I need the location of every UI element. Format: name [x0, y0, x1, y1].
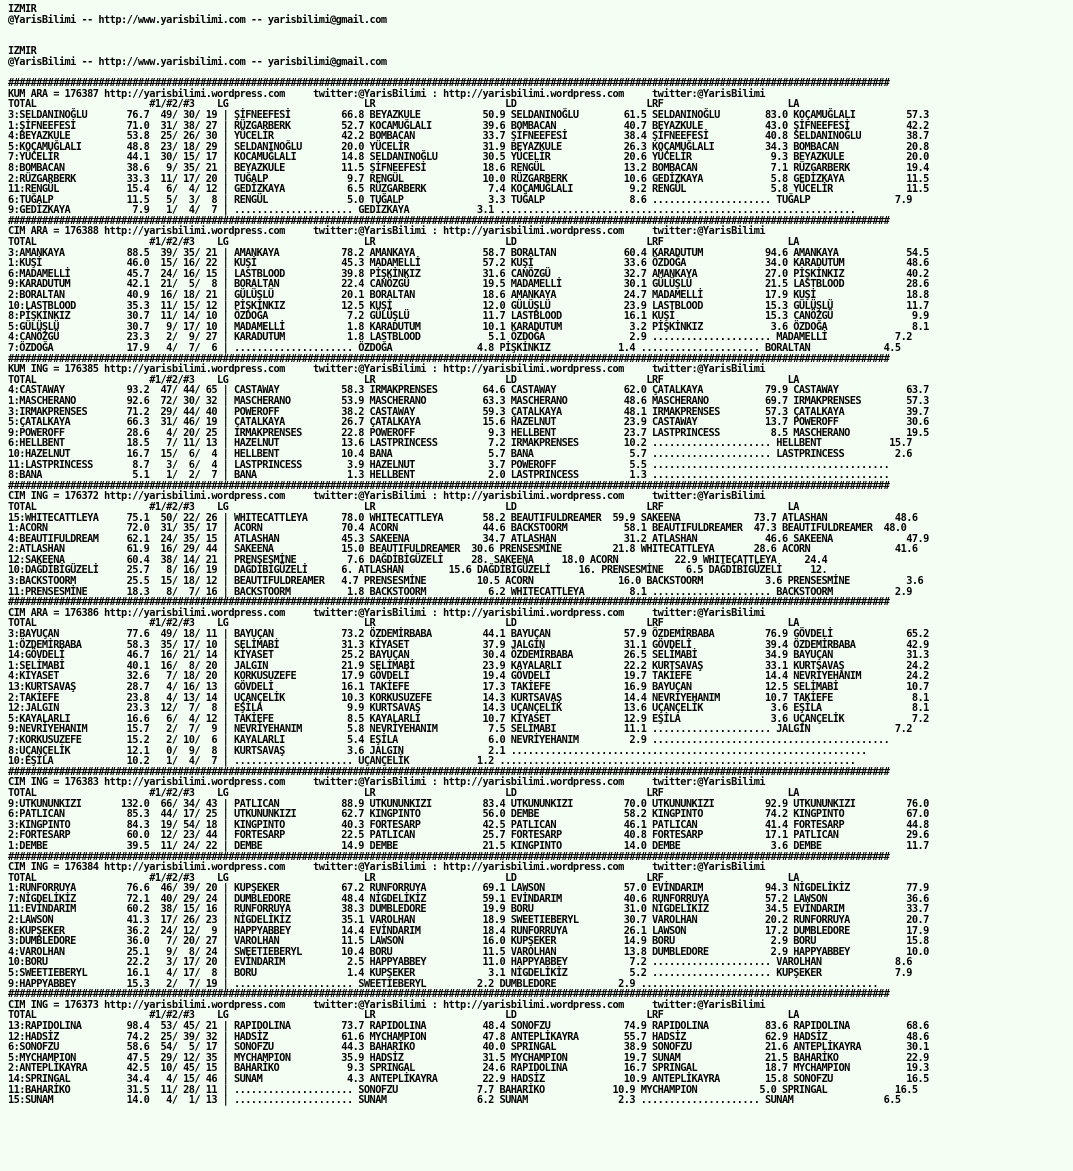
table-row: 5:GÜLÜŞLÜ 30.7 9/ 17/ 10 | MADAMELLİ 1.8 KARADUTUM 10.1 KARADUTUM 3.2 PİŞKİNKIZ 3.6 ÖZDOĞA 8.1	[8, 320, 929, 333]
table-row: 6:TUĞALP 11.5 5/ 3/ 8 | RENGÜL 5.0 TUĞALP 3.3 TUĞALP 8.6 ..................... TUĞALP 7.9	[8, 193, 912, 206]
table-row: 4:CASTAWAY 93.2 47/ 44/ 65 | CASTAWAY 58.3 IRMAKPRENSES 64.6 CASTAWAY 62.0 ÇATALKAYA 79.9 CASTAWAY 63.7	[8, 384, 929, 397]
table-row: 10:BORU 22.2 3/ 17/ 20 | EVİNDARIM 2.5 HAPPYABBEY 11.0 HAPPYABBEY 7.2 ..................... VAROLHAN 8.6	[8, 956, 912, 969]
table-row: 4:BEAUTIFULDREAM 62.1 24/ 35/ 15 | ATLASHAN 45.3 SAKEENA 34.7 ATLASHAN 31.2 ATLASHAN 46.6 SAKEENA 47.9	[8, 532, 929, 545]
table-row: 3:SELDANINOĞLU 76.7 49/ 30/ 19 | ŞİFNEEFESİ 66.8 BEYAZKULE 50.9 SELDANINOĞLU 61.5 SELDANINOĞLU 83.0 KOÇAMUĞLALI 57.3	[8, 108, 929, 121]
table-row: 9:POWEROFF 28.6 4/ 20/ 25 | IRMAKPRENSES 22.8 POWEROFF 9.3 HELLBENT 23.7 LASTPRINCESS 8.5 MASCHERANO 19.5	[8, 426, 929, 439]
separator-line: ############################################################################################################################################################	[8, 765, 890, 778]
table-row: 5:ÇATALKAYA 66.3 31/ 46/ 19 | ÇATALKAYA 26.7 ÇATALKAYA 15.6 HAZELNUT 23.9 CASTAWAY 13.7 POWEROFF 30.6	[8, 416, 929, 429]
table-row: 6:SONOFZU 58.6 54/ 5/ 17 | SONOFZU 44.3 BAHARİKO 40.0 SPRINGAL 38.9 SONOFZU 21.6 ANTEPLİKAYRA 30.1	[8, 1041, 929, 1054]
table-row: 1:ŞİFNEEFESİ 71.0 31/ 38/ 27 | RÜZGARBERK 52.7 KOCAMUĞLALI 39.6 BOMBACAN 40.7 BEYAZKULE 43.0 ŞİFNEEFESİ 42.2	[8, 119, 929, 132]
table-row: 5:KOÇAMUĞLALI 48.8 23/ 18/ 29 | SELDANINOĞLU 20.0 YÜCELİR 31.9 BEYAZKULE 26.3 KOÇAMUĞLALI 34.3 BOMBACAN 20.8	[8, 140, 929, 153]
table-row: 3:BACKSTOORM 25.5 15/ 18/ 12 | BEAUTIFULDREAMER 4.7 PRENSESMİNE 10.5 ACORN 16.0 BACKSTOORM 3.6 PRENSESMİNE 3.6	[8, 575, 924, 588]
column-header-row: TOTAL #1/#2/#3 LG LR LD LRF LA	[8, 236, 799, 249]
table-row: 3:IRMAKPRENSES 71.2 29/ 44/ 40 | POWEROFF 38.2 CASTAWAY 59.3 ÇATALKAYA 48.1 IRMAKPRENSES 57.3 ÇATALKAYA 39.7	[8, 405, 929, 418]
column-header-row: TOTAL #1/#2/#3 LG LR LD LRF LA	[8, 98, 799, 111]
table-row: 12:JALGIN 23.3 12/ 7/ 8 | EŞİLA 9.9 KURTSAVAŞ 14.3 UÇANÇELİK 13.6 UÇANÇELİK 3.6 EŞİLA 8.1	[8, 702, 929, 715]
table-row: 1:ACORN 72.0 31/ 35/ 17 | ACORN 70.4 ACORN 44.6 BACKSTOORM 58.1 BEAUTIFULDREAMER 47.3 BEAUTIFULDREAMER 48.0	[8, 522, 907, 535]
separator-line: ############################################################################################################################################################	[8, 479, 890, 492]
race-title-line: KUM ING = 176385 http://yarisbilimi.wordpress.com twitter:@YarisBilimi : http://yarisbilimi.wordpress.com twitter:@YarisBilimi	[8, 363, 766, 376]
table-row: 7:YÜCELİR 44.1 30/ 15/ 17 | KOCAMUĞLALI 14.8 SELDANINOĞLU 30.5 YÜCELİR 20.6 YÜCELİR 9.3 BEYAZKULE 20.0	[8, 151, 929, 164]
header-line	[8, 25, 1073, 36]
table-row: 5:SWEETIEBERYL 16.1 4/ 17/ 8 | BORU 1.4 KUPŞEKER 3.1 NİGDELİKİZ 5.2 ..................... KUPŞEKER 7.9	[8, 967, 912, 980]
table-row: 8:KUPŞEKER 36.2 24/ 12/ 9 | HAPPYABBEY 14.4 EVİNDARIM 18.4 RUNFORRUYA 26.1 LAWSON 17.2 DUMBLEDORE 17.9	[8, 924, 929, 937]
table-row: 9:KARADUTUM 42.1 21/ 5/ 8 | BORALTAN 22.4 CANÖZGÜ 19.5 MADAMELLİ 30.1 GÜLÜŞLÜ 21.5 LASTBLOOD 28.6	[8, 278, 929, 291]
table-row: 10:EŞİLA 10.2 1/ 4/ 7 | ..................... UÇANÇELİK 1.2 ...............................................................	[8, 755, 856, 768]
table-row: 14:GÖVDELİ 46.7 16/ 21/ 14 | KİYASET 25.2 BAYUÇAN 30.4 ÖZDEMİRBABA 26.5 SELİMABİ 34.9 BAYUÇAN 31.3	[8, 649, 929, 662]
race-title-line: CIM ING = 176373 http://yarisbilimi.wordpress.com twitter:@YarisBilimi : http://yarisbilimi.wordpress.com twitter:@YarisBilimi	[8, 998, 766, 1011]
column-header-row: TOTAL #1/#2/#3 LG LR LD LRF LA	[8, 617, 799, 630]
table-row: 2:LAWSON 41.3 17/ 26/ 23 | NİGDELİKİZ 35.1 VAROLHAN 18.9 SWEETIEBERYL 30.7 VAROLHAN 20.2 RUNFORRUYA 20.7	[8, 914, 929, 927]
table-row: 7:KORKUSUZEFE 15.2 2/ 10/ 6 | KAYALARLI 5.4 EŞİLA 6.0 NEVRİYEHANIM 2.9 ..........................................	[8, 733, 890, 746]
separator-line: ############################################################################################################################################################	[8, 596, 890, 609]
table-row: 6:PATLICAN 85.3 44/ 17/ 25 | UTKUNUNKIZI 62.7 KINGPINTO 56.0 DEMBE 58.2 KINGPINTO 74.2 KINGPINTO 67.0	[8, 808, 929, 821]
race-title-line: CIM ARA = 176388 http://yarisbilimi.wordpress.com twitter:@YarisBilimi : http://yarisbilimi.wordpress.com twitter:@YarisBilimi	[8, 225, 766, 238]
table-row: 14:SPRINGAL 34.4 4/ 15/ 46 | SUNAM 4.3 ANTEPLİKAYRA 22.9 HADSİZ 10.9 ANTEPLİKAYRA 15.8 SONOFZU 16.5	[8, 1072, 929, 1085]
table-row: 2:ANTEPLİKAYRA 42.5 10/ 45/ 15 | BAHARİKO 9.3 SPRINGAL 24.6 RAPIDOLINA 16.7 SPRINGAL 18.7 MYCHAMPION 19.3	[8, 1062, 929, 1075]
race-title-line: KUM ARA = 176387 http://yarisbilimi.wordpress.com twitter:@YarisBilimi : http://yarisbilimi.wordpress.com twitter:@YarisBilimi	[8, 87, 766, 100]
table-row: 15:WHITECATTLEYA 75.1 50/ 22/ 26 | WHITECATTLEYA 78.0 WHITECATTLEYA 58.2 BEAUTIFULDREAMER 59.9 SAKEENA 73.7 ATLASHAN 48.6	[8, 511, 918, 524]
header-line: @YarisBilimi -- http://www.yarisbilimi.com -- yarisbilimi@gmail.com	[8, 13, 387, 26]
table-row: 10:DAĞDİBİGÜZELİ 25.7 8/ 16/ 19 | DAĞDİBİGÜZELİ 6. ATLASHAN 15.6 DAĞDİBİGÜZELİ 16. PRENSESMİNE 6.5 DAĞDİBİGÜZELİ 12.	[8, 564, 828, 577]
table-row: 1:DEMBE 39.5 11/ 24/ 22 | DEMBE 14.9 DEMBE 21.5 KINGPINTO 14.0 DEMBE 3.6 DEMBE 11.7	[8, 839, 929, 852]
table-row: 7:ÖZDOĞA 17.9 4/ 7/ 6 | ..................... ÖZDOĞA 4.8 PİŞKİNKIZ 1.4 ..................... BORALTAN 4.5	[8, 342, 901, 354]
table-row: 12:HADSİZ 74.2 25/ 39/ 32 | HADSİZ 61.6 MYCHAMPION 47.8 ANTEPLİKAYRA 55.7 HADSİZ 62.9 HADSİZ 48.6	[8, 1030, 929, 1043]
table-row: 9:HAPPYABBEY 15.3 2/ 7/ 19 | ..................... SWEETIEBERYL 2.2 DUMBLEDORE 2.9 ..........................................	[8, 977, 878, 990]
table-row: 15:SUNAM 14.0 4/ 1/ 13 | ..................... SUNAM 6.2 SUNAM 2.3 ..................... SUNAM 6.5	[8, 1094, 901, 1107]
race-title-line: CIM ING = 176383 http://yarisbilimi.wordpress.com twitter:@YarisBilimi : http://yarisbilimi.wordpress.com twitter:@YarisBilimi	[8, 776, 766, 789]
column-header-row: TOTAL #1/#2/#3 LG LR LD LRF LA	[8, 786, 799, 799]
column-header-row: TOTAL #1/#2/#3 LG LR LD LRF LA	[8, 871, 799, 884]
column-header-row: TOTAL #1/#2/#3 LG LR LD LRF LA	[8, 373, 799, 386]
table-row: 11:PRENSESMİNE 18.3 8/ 7/ 16 | BACKSTOORM 1.8 BACKSTOORM 6.2 WHITECATTLEYA 8.1 ..................... BACKSTOORM 2.9	[8, 585, 912, 598]
table-row: 10:HAZELNUT 16.7 15/ 6/ 4 | HELLBENT 10.4 BANA 5.7 BANA 5.7 ..................... LASTPRINCESS 2.6	[8, 447, 912, 460]
table-row: 7:NİGDELİKİZ 72.1 40/ 29/ 24 | DUMBLEDORE 48.4 NİGDELİKİZ 59.1 EVİNDARIM 40.6 RUNFORRUYA 57.2 LAWSON 36.6	[8, 892, 929, 905]
table-row: 8:BANA 5.1 1/ 2/ 7 | BANA 1.3 HELLBENT 2.0 LASTPRINCESS 1.3 ..........................................	[8, 469, 890, 482]
table-row: 4:CANÖZGÜ 23.3 2/ 9/ 27 | KARADUTUM 1.8 LASTBLOOD 5.1 ÖZDOĞA 2.9 ..................... MADAMELLİ 7.2	[8, 331, 912, 344]
table-row: 4:BEYAZKULE 53.8 25/ 26/ 30 | YÜCELİR 42.2 BOMBACAN 33.7 ŞİFNEEFESİ 38.4 ŞİFNEEFESİ 40.8 SELDANINOĞLU 38.7	[8, 130, 929, 143]
table-row: 1:MASCHERANO 92.6 72/ 30/ 32 | MASCHERANO 53.9 MASCHERANO 63.3 MASCHERANO 48.6 MASCHERANO 69.7 IRMAKPRENSES 57.3	[8, 394, 929, 407]
table-row: 2:ATLASHAN 61.9 16/ 29/ 44 | SAKEENA 15.0 BEAUTIFULDREAMER 30.6 PRENSESMİNE 21.8 WHITECATTLEYA 28.6 ACORN 41.6	[8, 543, 918, 556]
table-row: 1:RUNFORRUYA 76.6 46/ 39/ 20 | KUPŞEKER 67.2 RUNFORRUYA 69.1 LAWSON 57.0 EVİNDARIM 94.3 NİGDELİKİZ 77.9	[8, 882, 929, 895]
table-row: 2:BORALTAN 40.9 16/ 18/ 21 | GÜLÜŞLÜ 20.1 BORALTAN 18.6 AMANKAYA 24.7 MADAMELLİ 17.9 KUŞİ 18.8	[8, 289, 929, 302]
separator-line: ############################################################################################################################################################	[8, 214, 890, 227]
table-row: 5:KAYALARLI 16.6 6/ 4/ 12 | TAKİEFE 8.5 KAYALARLI 10.7 KİYASET 12.9 EŞİLA 3.6 UÇANÇELİK 7.2	[8, 712, 929, 725]
table-row: 4:VAROLHAN 25.1 9/ 8/ 24 | SWEETIEBERYL 10.4 BORU 11.5 VAROLHAN 13.8 DUMBLEDORE 2.9 HAPPYABBEY 10.0	[8, 945, 929, 958]
table-row: 4:KİYASET 32.6 7/ 18/ 20 | KORKUSUZEFE 17.9 GÖVDELİ 19.4 GÖVDELİ 19.7 TAKİEFE 14.4 NEVRİYEHANIM 24.2	[8, 670, 929, 683]
table-row: 1:ÖZDEMİRBABA 58.3 35/ 17/ 10 | SELİMABİ 31.3 KİYASET 37.9 JALGİN 31.1 GÖVDELİ 39.4 ÖZDEMİRBABA 42.9	[8, 638, 929, 651]
column-header-row: TOTAL #1/#2/#3 LG LR LD LRF LA	[8, 1009, 799, 1022]
table-row: 12:SAKEENA 60.4 38/ 14/ 21 | PRENSESMİNE 7.6 DAĞDİBİGÜZELİ 28. SAKEENA 18.0 ACORN 22.9 WHITECATTLEYA 24.4	[8, 553, 828, 566]
table-row: 13:KURTSAVAŞ 28.7 4/ 16/ 13 | GÖVDELİ 16.1 TAKİEFE 17.3 TAKİEFE 16.9 BAYUÇAN 12.5 SELİMABİ 10.7	[8, 681, 929, 693]
table-row: 13:RAPIDOLINA 98.4 53/ 45/ 21 | RAPIDOLINA 73.7 RAPIDOLINA 48.4 SONOFZU 74.9 RAPIDOLINA 83.6 RAPIDOLINA 68.6	[8, 1020, 929, 1032]
race-title-line: CIM ARA = 176386 http://yarisbilimi.wordpress.com twitter:@YarisBilimi : http://yarisbilimi.wordpress.com twitter:@YarisBilimi	[8, 606, 766, 619]
table-row: 3:BAYUÇAN 77.6 49/ 18/ 11 | BAYUÇAN 73.2 ÖZDEMİRBABA 44.1 BAYUÇAN 57.9 ÖZDEMİRBABA 76.9 GÖVDELİ 65.2	[8, 628, 929, 641]
table-row: 11:EVİNDARIM 60.2 38/ 15/ 16 | RUNFORRUYA 38.3 DUMBLEDORE 19.9 BORU 31.0 NİGDELİKİZ 34.5 EVİNDARIM 33.7	[8, 903, 929, 916]
race-title-line: CIM ING = 176372 http://yarisbilimi.wordpress.com twitter:@YarisBilimi : http://yarisbilimi.wordpress.com twitter:@YarisBilimi	[8, 490, 766, 503]
table-row: 2:TAKİEFE 23.8 4/ 13/ 14 | UÇANÇELİK 10.3 KORKUSUZEFE 14.3 KURTSAVAŞ 14.4 NEVRİYEHANIM 10.7 TAKİEFE 8.1	[8, 691, 929, 704]
header-line: IZMIR	[8, 3, 37, 15]
header-line: IZMIR	[8, 45, 37, 58]
header-line: @YarisBilimi -- http://www.yarisbilimi.com -- yarisbilimi@gmail.com	[8, 55, 387, 68]
table-row: 2:RÜZGARBERK 33.3 11/ 17/ 20 | TUĞALP 9.7 RENGÜL 10.0 RÜZGARBERK 10.6 GEDİZKAYA 5.8 GEDİZKAYA 11.5	[8, 172, 929, 185]
table-row: 3:DUMBLEDORE 36.0 7/ 20/ 27 | VAROLHAN 11.5 LAWSON 16.0 KUPŞEKER 14.9 BORU 2.9 BORU 15.8	[8, 935, 929, 948]
table-row: 9:NEVRİYEHANIM 15.7 2/ 7/ 9 | NEVRİYEHANIM 5.8 NEVRİYEHANIM 7.5 SELİMABI 11.1 ..................... JALGIN 7.2	[8, 723, 912, 736]
table-row: 9:UTKUNUNKIZI 132.0 66/ 34/ 43 | PATLICAN 88.9 UTKUNUNKIZI 83.4 UTKUNUNKIZI 70.0 UTKUNUNKIZI 92.9 UTKUNUNKIZI 76.0	[8, 797, 929, 810]
table-row: 6:MADAMELLİ 45.7 24/ 16/ 15 | LASTBLOOD 39.8 PİŞKİNKIZ 31.6 CANÖZGÜ 32.7 AMANKAYA 27.0 PİŞKİNKIZ 40.2	[8, 267, 929, 280]
column-header-row: TOTAL #1/#2/#3 LG LR LD LRF LA	[8, 500, 799, 513]
table-row: 5:MYCHAMPION 47.5 29/ 12/ 35 | MYCHAMPION 35.9 HADSİZ 31.5 MYCHAMPION 19.7 SUNAM 21.5 BAHARİKO 22.9	[8, 1051, 929, 1064]
race-title-line: CIM ING = 176384 http://yarisbilimi.wordpress.com twitter:@YarisBilimi : http://yarisbilimi.wordpress.com twitter:@YarisBilimi	[8, 861, 766, 874]
separator-line: ############################################################################################################################################################	[8, 988, 890, 1001]
table-row: 11:RENGÜL 15.4 6/ 4/ 12 | GEDİZKAYA 6.5 RÜZGARBERK 7.4 KOÇAMUĞLALI 9.2 RENGÜL 5.8 YÜCELİR 11.5	[8, 183, 929, 196]
table-row: 11:BAHARİKO 31.5 11/ 28/ 11 | ..................... SONOFZU 7.7 BAHARİKO 10.9 MYCHAMPION 5.0 SPRINGAL 16.5	[8, 1083, 918, 1096]
table-row: 11:LASTPRINCESS 8.7 3/ 6/ 4 | LASTPRINCESS 3.9 HAZELNUT 3.7 POWEROFF 5.5 ..........................................	[8, 458, 890, 471]
table-row: 3:KINGPINTO 84.3 19/ 54/ 18 | KINGPINTO 40.3 FORTESARP 42.5 PATLICAN 46.1 PATLICAN 41.4 FORTESARP 44.8	[8, 818, 929, 831]
table-row: 8:BOMBACAN 38.6 9/ 35/ 21 | BEYAZKULE 11.5 ŞİFNEEFESİ 18.6 RENGÜL 13.2 BOMBACAN 7.1 RÜZGARBERK 19.4	[8, 161, 929, 174]
separator-line: ############################################################################################################################################################	[8, 352, 890, 365]
separator-line: ############################################################################################################################################################	[8, 850, 890, 863]
table-row: 10:LASTBLOOD 35.3 11/ 15/ 12 | PİŞKİNKIZ 12.5 KUŞİ 12.0 GÜLÜŞLÜ 23.9 LASTBLOOD 15.3 GÜLÜŞLÜ 11.7	[8, 299, 929, 312]
table-row: 1:KUŞİ 46.0 15/ 16/ 22 | KUŞİ 45.3 MADAMELLİ 57.2 KUŞİ 33.6 ÖZDOĞA 34.0 KARADUTUM 48.6	[8, 257, 929, 270]
table-row: 3:AMANKAYA 88.5 39/ 35/ 21 | AMANKAYA 78.2 AMANKAYA 58.7 BORALTAN 60.4 KARADUTUM 94.6 AMANKAYA 54.5	[8, 246, 929, 259]
separator-line: ############################################################################################################################################################	[8, 77, 890, 90]
table-row: 8:PİŞKİNKIZ 30.7 11/ 14/ 10 | ÖZDOĞA 7.2 GÜLÜŞLÜ 11.7 LASTBLOOD 16.1 KUŞİ 15.3 CANÖZGÜ 9.9	[8, 310, 929, 323]
header-line	[8, 36, 1073, 47]
table-row: 8:UÇANÇELİK 12.1 0/ 9/ 8 | KURTSAVAŞ 3.6 JALGIN 2.1 ...............................................................	[8, 744, 867, 757]
table-row: 1:SELİMABİ 40.1 16/ 8/ 20 | JALGIN 21.9 SELİMABİ 23.9 KAYALARLI 22.2 KURTSAVAŞ 33.1 KURTSAVAŞ 24.2	[8, 659, 929, 672]
table-row: 9:GEDİZKAYA 7.9 1/ 4/ 7 | ..................... GEDİZKAYA 3.1 ...............................................................	[8, 204, 856, 217]
table-row: 6:HELLBENT 18.5 7/ 11/ 13 | HAZELNUT 13.6 LASTPRINCESS 7.2 IRMAKPRENSES 10.2 ..................... HELLBENT 15.7	[8, 437, 912, 450]
table-row: 2:FORTESARP 60.0 12/ 23/ 44 | FORTESARP 22.5 PATLICAN 25.7 FORTESARP 40.8 FORTESARP 17.1 PATLICAN 29.6	[8, 829, 929, 842]
